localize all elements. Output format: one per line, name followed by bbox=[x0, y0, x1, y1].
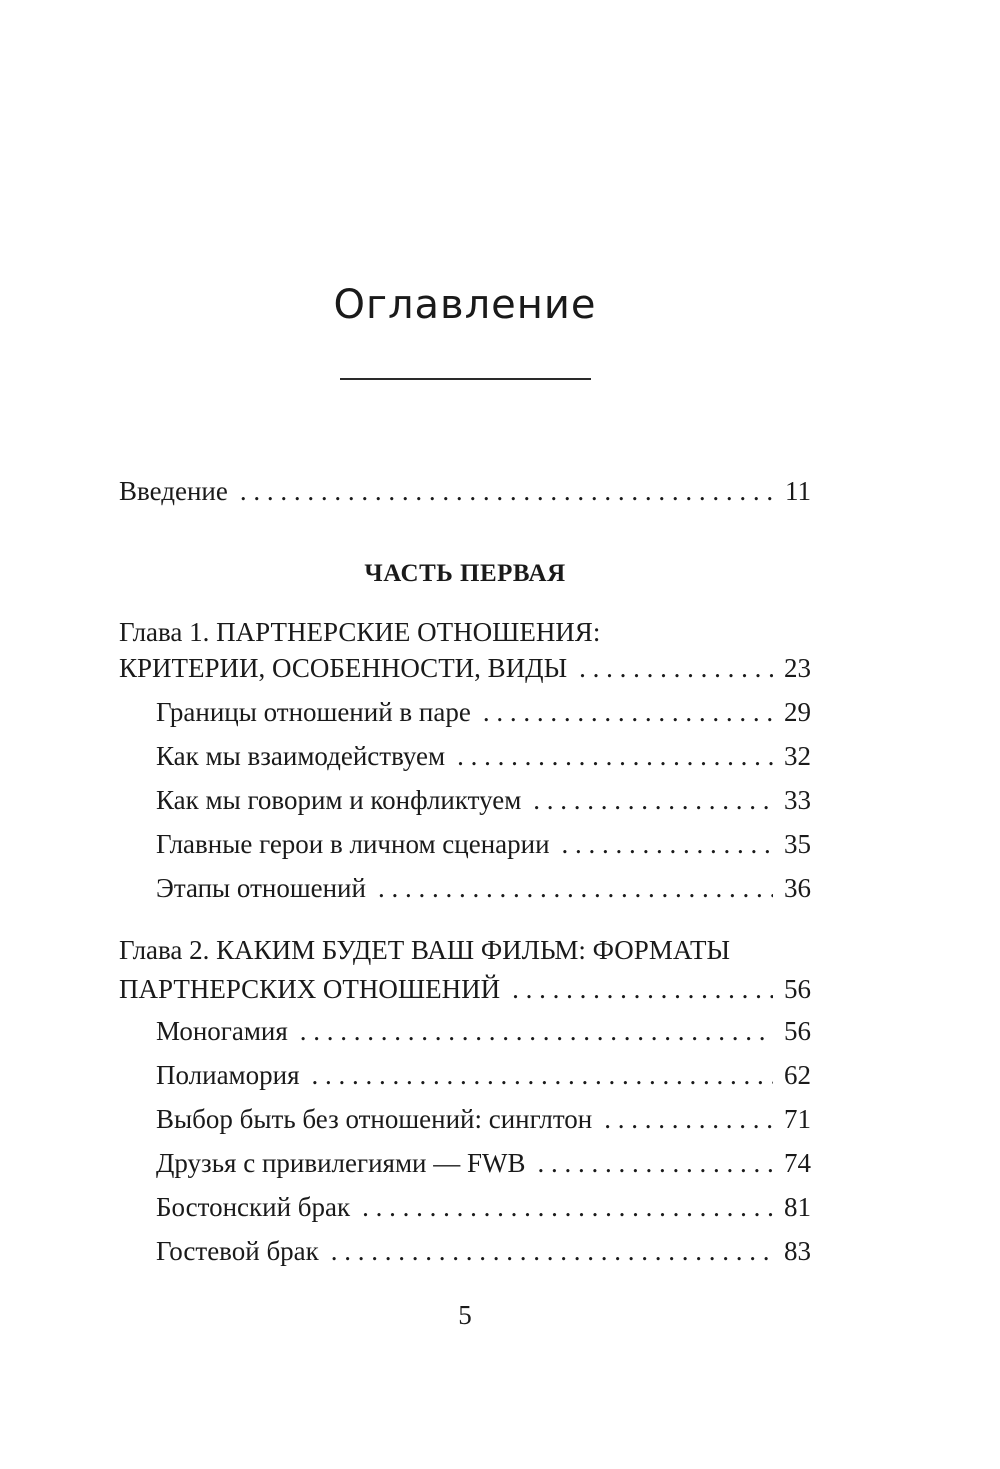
dot-leader bbox=[312, 1060, 773, 1091]
toc-entry-page: 11 bbox=[785, 476, 811, 506]
toc-entry-label: Введение bbox=[119, 476, 228, 506]
dot-leader bbox=[533, 785, 773, 816]
toc-entry-page: 36 bbox=[784, 873, 811, 903]
toc-entry-page: 81 bbox=[784, 1192, 811, 1222]
toc-entry-section[interactable] bbox=[156, 741, 811, 781]
toc-entry-label: Этапы отношений bbox=[156, 873, 366, 903]
dot-leader bbox=[604, 1104, 773, 1135]
toc-entry-section[interactable] bbox=[156, 1236, 811, 1276]
dot-leader bbox=[537, 1148, 773, 1179]
chapter-1-title-line2: КРИТЕРИИ, ОСОБЕННОСТИ, ВИДЫ bbox=[119, 653, 568, 683]
title-divider bbox=[340, 378, 591, 380]
toc-entry-section[interactable] bbox=[156, 873, 811, 913]
toc-entry-label: Полиамория bbox=[156, 1060, 300, 1090]
toc-entry-section[interactable] bbox=[156, 1192, 811, 1232]
chapter-2-title-line1[interactable]: Глава 2. КАКИМ БУДЕТ ВАШ ФИЛЬМ: ФОРМАТЫ bbox=[119, 935, 730, 965]
toc-entry-section[interactable] bbox=[156, 1104, 811, 1144]
dot-leader bbox=[457, 741, 773, 772]
toc-entry-section[interactable] bbox=[156, 1060, 811, 1100]
dot-leader bbox=[579, 653, 773, 684]
toc-entry-page: 29 bbox=[784, 697, 811, 727]
toc-entry-page: 62 bbox=[784, 1060, 811, 1090]
toc-entry-label: Как мы говорим и конфликтуем bbox=[156, 785, 522, 815]
dot-leader bbox=[483, 697, 773, 728]
toc-entry-section[interactable] bbox=[156, 785, 811, 825]
toc-entry-chapter-1[interactable] bbox=[119, 653, 811, 693]
dot-leader bbox=[362, 1192, 773, 1223]
toc-entry-page: 32 bbox=[784, 741, 811, 771]
toc-entry-page: 23 bbox=[784, 653, 811, 683]
dot-leader bbox=[240, 476, 773, 507]
dot-leader bbox=[378, 873, 773, 904]
dot-leader bbox=[512, 974, 773, 1005]
dot-leader bbox=[300, 1016, 773, 1047]
chapter-1-title-line1[interactable]: Глава 1. ПАРТНЕРСКИЕ ОТНОШЕНИЯ: bbox=[119, 617, 601, 647]
dot-leader bbox=[562, 829, 773, 860]
toc-entry-label: Гостевой брак bbox=[156, 1236, 319, 1266]
toc-entry-label: Границы отношений в паре bbox=[156, 697, 471, 727]
toc-entry-label: Друзья с привилегиями — FWB bbox=[156, 1148, 526, 1178]
toc-entry-page: 74 bbox=[784, 1148, 811, 1178]
toc-entry-label: Моногамия bbox=[156, 1016, 288, 1046]
toc-entry-section[interactable] bbox=[156, 697, 811, 737]
toc-entry-page: 71 bbox=[784, 1104, 811, 1134]
toc-entry-page: 56 bbox=[784, 1016, 811, 1046]
toc-entry-page: 33 bbox=[784, 785, 811, 815]
toc-entry-chapter-2[interactable] bbox=[119, 974, 811, 1014]
toc-entry-section[interactable] bbox=[156, 1148, 811, 1188]
toc-entry-label: Как мы взаимодействуем bbox=[156, 741, 446, 771]
toc-entry-page: 83 bbox=[784, 1236, 811, 1266]
toc-entry-section[interactable] bbox=[156, 1016, 811, 1056]
chapter-2-title-line2: ПАРТНЕРСКИХ ОТНОШЕНИЙ bbox=[119, 974, 501, 1004]
page-title: Оглавление bbox=[333, 282, 597, 328]
toc-entry-page: 56 bbox=[784, 974, 811, 1004]
toc-entry-intro[interactable] bbox=[119, 476, 811, 516]
toc-entry-section[interactable] bbox=[156, 829, 811, 869]
toc-entry-label: Выбор быть без отношений: синглтон bbox=[156, 1104, 593, 1134]
toc-entry-page: 35 bbox=[784, 829, 811, 859]
page-number: 5 bbox=[458, 1300, 472, 1330]
toc-entry-label: Главные герои в личном сценарии bbox=[156, 829, 550, 859]
toc-entry-label: Бостонский брак bbox=[156, 1192, 351, 1222]
dot-leader bbox=[331, 1236, 773, 1267]
part-heading: ЧАСТЬ ПЕРВАЯ bbox=[364, 560, 566, 587]
